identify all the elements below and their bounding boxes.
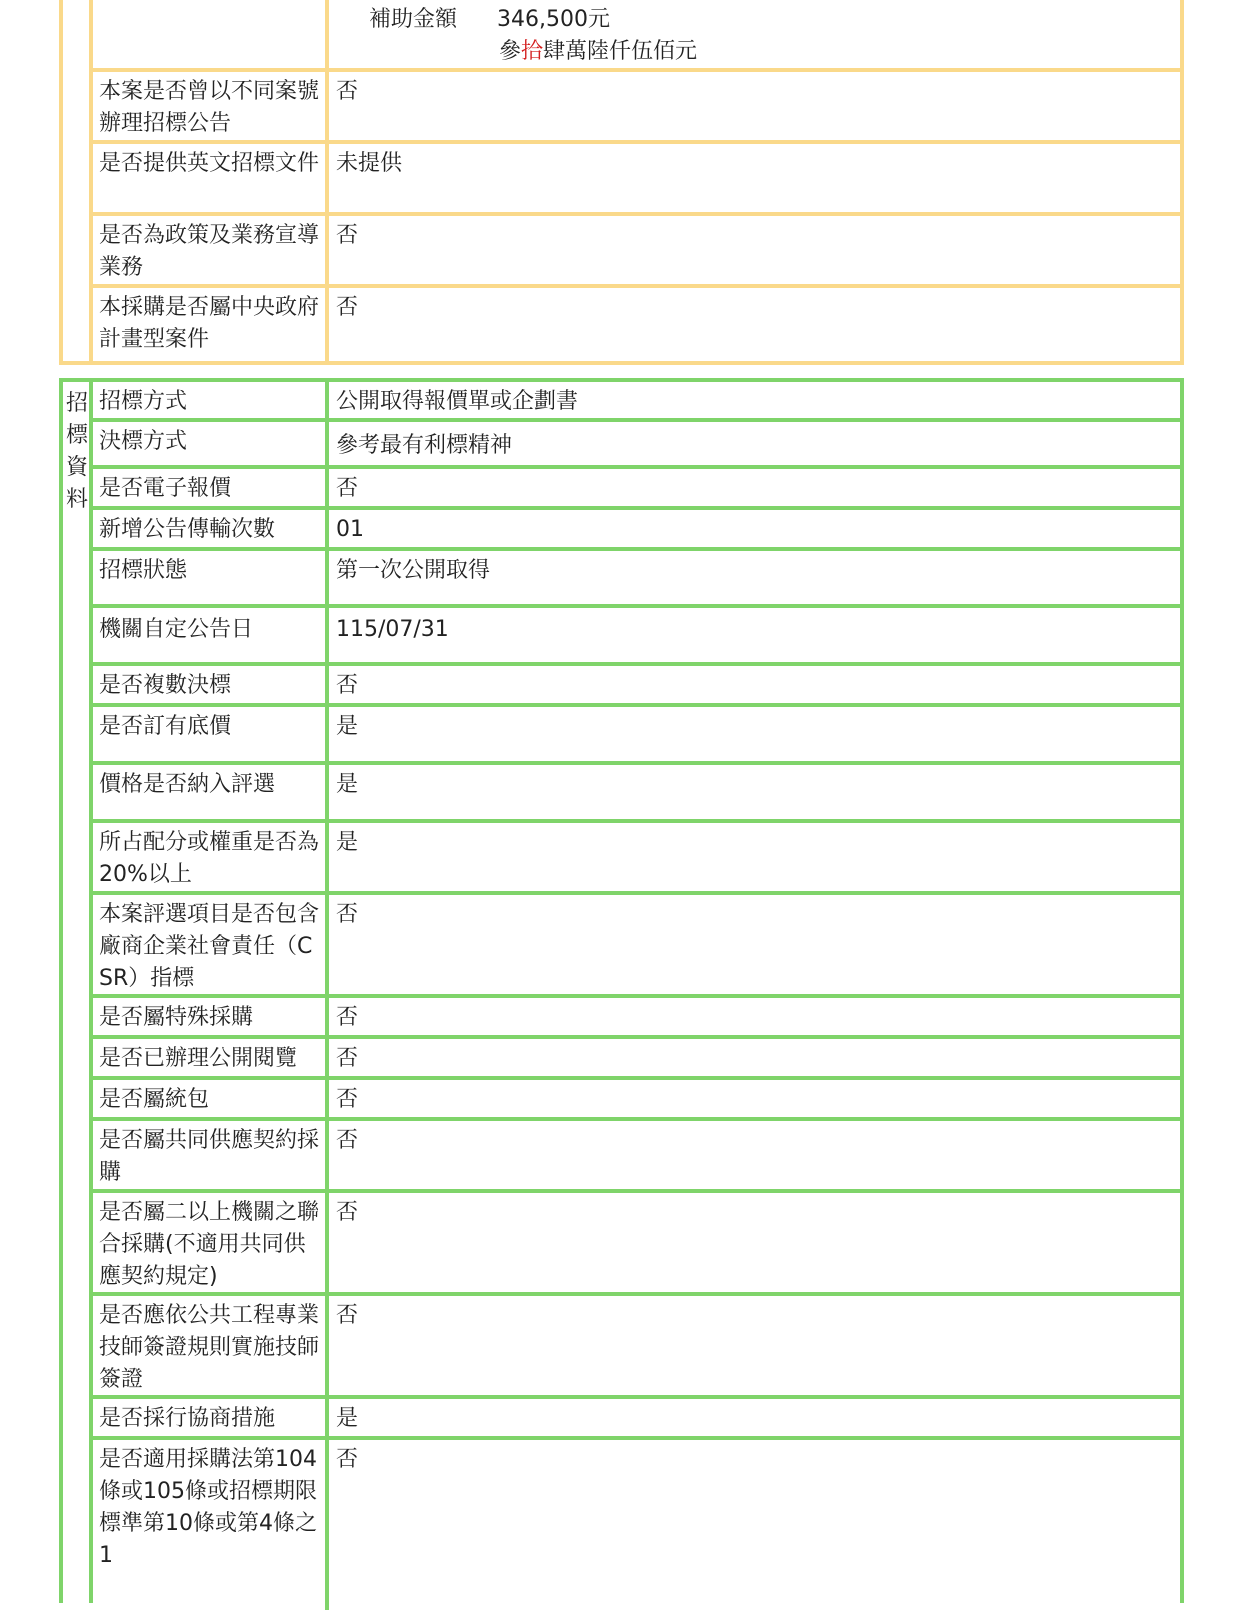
table-row	[93, 707, 1180, 765]
row-value: 115/07/31	[336, 617, 449, 642]
subsidy-amount: 346,500元	[497, 7, 610, 32]
row-value: 否	[336, 1005, 359, 1030]
row-label: 是否採行協商措施	[93, 1399, 329, 1436]
row-label: 本採購是否屬中央政府計畫型案件	[93, 288, 329, 361]
row-value: 是	[336, 830, 359, 855]
table-row	[93, 666, 1180, 707]
table-row	[93, 288, 1180, 361]
row-label: 是否適用採購法第104條或105條或招標期限標準第10條或第4條之1	[93, 1440, 329, 1610]
subsidy-amount-words: 參拾肆萬陸仟伍佰元	[499, 39, 698, 64]
table-row	[93, 510, 1180, 551]
row-value: 未提供	[336, 151, 403, 176]
row-label: 本案是否曾以不同案號辦理招標公告	[93, 72, 329, 140]
row-value: 否	[336, 1087, 359, 1112]
subsidy-value	[329, 0, 1180, 68]
row-value: 否	[336, 673, 359, 698]
row-label: 所占配分或權重是否為20%以上	[93, 823, 329, 891]
table-row	[93, 72, 1180, 144]
row-label: 是否屬統包	[93, 1080, 329, 1117]
table-row	[93, 469, 1180, 510]
subsidy-row	[93, 0, 1180, 72]
row-value: 否	[336, 1200, 359, 1225]
table-row	[93, 1121, 1180, 1193]
table-row	[93, 144, 1180, 216]
table-row	[93, 216, 1180, 288]
row-value: 第一次公開取得	[336, 558, 491, 583]
row-label: 是否已辦理公開閱覽	[93, 1039, 329, 1076]
row-value: 否	[336, 1303, 359, 1328]
table-row	[93, 1193, 1180, 1296]
row-label: 是否訂有底價	[93, 707, 329, 761]
tender-info-rows	[93, 382, 1180, 1603]
row-label: 價格是否納入評選	[93, 765, 329, 819]
row-label	[93, 0, 329, 68]
row-value: 否	[336, 1046, 359, 1071]
row-label: 是否為政策及業務宣導業務	[93, 216, 329, 284]
row-value: 公開取得報價單或企劃書	[336, 389, 579, 414]
row-label: 機關自定公告日	[93, 608, 329, 662]
section-side-label: 招標資料	[66, 391, 89, 512]
table-row	[93, 765, 1180, 823]
table-row	[93, 895, 1180, 998]
table-row	[93, 1296, 1180, 1399]
row-label: 是否提供英文招標文件	[93, 144, 329, 212]
row-value: 否	[336, 79, 359, 104]
procurement-info-section	[59, 0, 1184, 365]
table-row	[93, 382, 1180, 422]
row-label: 決標方式	[93, 422, 329, 465]
row-label: 是否電子報價	[93, 469, 329, 506]
row-value: 否	[336, 1128, 359, 1153]
table-row	[93, 1080, 1180, 1121]
section-side-column	[63, 0, 93, 361]
table-row	[93, 422, 1180, 469]
row-value: 01	[336, 517, 364, 542]
row-value: 否	[336, 1447, 359, 1472]
table-row	[93, 823, 1180, 895]
table-row	[93, 1440, 1180, 1610]
tender-info-section	[59, 378, 1184, 1603]
row-value: 是	[336, 772, 359, 797]
row-value: 是	[336, 714, 359, 739]
table-row	[93, 998, 1180, 1039]
row-label: 是否複數決標	[93, 666, 329, 703]
row-value: 否	[336, 223, 359, 248]
row-label: 新增公告傳輸次數	[93, 510, 329, 547]
row-value: 否	[336, 476, 359, 501]
row-label: 是否應依公共工程專業技師簽證規則實施技師簽證	[93, 1296, 329, 1395]
table-row	[93, 608, 1180, 666]
row-label: 招標狀態	[93, 551, 329, 604]
row-label: 本案評選項目是否包含廠商企業社會責任（CSR）指標	[93, 895, 329, 994]
table-row	[93, 551, 1180, 608]
table-row	[93, 1039, 1180, 1080]
subsidy-label: 補助金額	[369, 7, 458, 32]
table-row	[93, 1399, 1180, 1440]
row-value: 否	[336, 295, 359, 320]
row-label: 是否屬特殊採購	[93, 998, 329, 1035]
row-value: 是	[336, 1406, 359, 1431]
procurement-info-rows	[93, 0, 1180, 361]
row-value: 參考最有利標精神	[336, 433, 513, 458]
row-label: 是否屬二以上機關之聯合採購(不適用共同供應契約規定)	[93, 1193, 329, 1292]
section-side-column	[63, 382, 93, 1603]
row-label: 招標方式	[93, 382, 329, 418]
row-value: 否	[336, 902, 359, 927]
row-label: 是否屬共同供應契約採購	[93, 1121, 329, 1189]
